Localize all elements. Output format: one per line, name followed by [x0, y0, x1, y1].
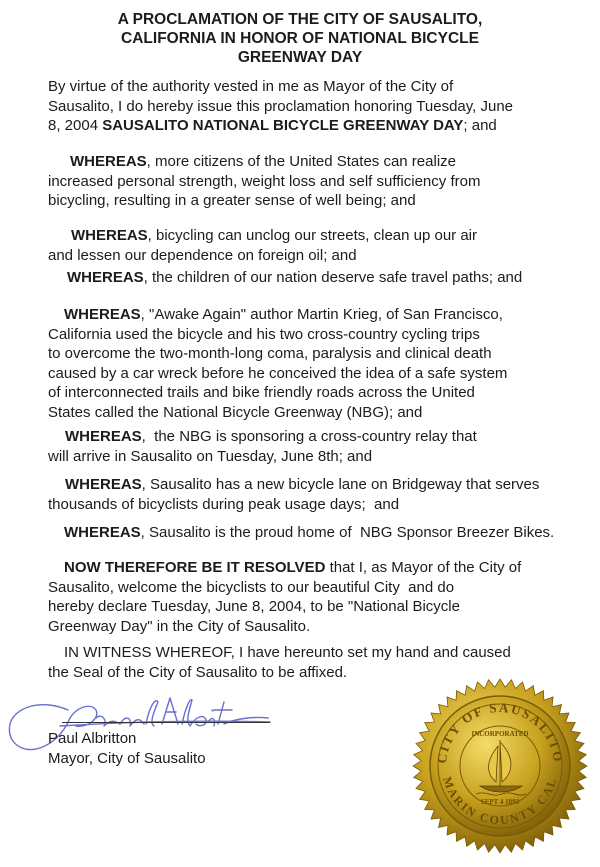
whereas-keyword: WHEREAS: [65, 476, 142, 493]
whereas-paragraph-3: [48, 268, 522, 288]
whereas-text: , more citizens of the United States can realize: [146, 153, 456, 170]
whereas-paragraph-7: [48, 523, 554, 543]
title-line: A PROCLAMATION OF THE CITY OF SAUSALITO,: [117, 11, 483, 28]
title-line: GREENWAY DAY: [237, 49, 363, 66]
whereas-keyword: WHEREAS: [64, 306, 141, 323]
title-line: CALIFORNIA IN HONOR OF NATIONAL BICYCLE: [121, 30, 479, 47]
signatory-role: Mayor, City of Sausalito: [48, 749, 206, 767]
signatory-name: Paul Albritton: [48, 730, 137, 747]
intro-paragraph: [48, 77, 513, 136]
intro-line: ; and: [463, 117, 497, 134]
whereas-text: caused by a car wreck before he conceived the idea of a safe system: [48, 364, 508, 382]
whereas-keyword: WHEREAS: [67, 269, 144, 286]
whereas-text: , bicycling can unclog our streets, clean up our air: [147, 227, 478, 244]
whereas-paragraph-5: [48, 427, 477, 466]
whereas-text: California used the bicycle and his two cross-country cycling trips: [48, 325, 480, 343]
whereas-text: bicycling, resulting in a greater sense of well being; and: [48, 192, 416, 209]
resolved-keyword: NOW THEREFORE BE IT RESOLVED: [64, 559, 326, 576]
seal-bottom-text: MARIN COUNTY CAL: [440, 774, 560, 828]
intro-line: 8, 2004: [48, 117, 103, 134]
whereas-text: to overcome the two-month-long coma, paralysis and clinical death: [48, 345, 492, 362]
whereas-text: of interconnected trails and bike friendly roads across the United: [48, 384, 475, 401]
resolved-text: that I, as Mayor of the City of: [325, 559, 522, 576]
resolved-text: Greenway Day" in the City of Sausalito.: [48, 617, 311, 635]
signatory-block: [48, 729, 206, 768]
whereas-text: and lessen our dependence on foreign oil; and: [48, 246, 357, 264]
resolved-paragraph: [48, 558, 521, 636]
whereas-keyword: WHEREAS: [65, 428, 142, 445]
resolved-text: Sausalito, welcome the bicyclists to our beautiful City and do: [48, 578, 455, 596]
whereas-text: will arrive in Sausalito on Tuesday, June 8th; and: [48, 447, 373, 465]
resolved-text: hereby declare Tuesday, June 8, 2004, to be "National Bicycle: [48, 598, 460, 615]
intro-line: Sausalito, I do hereby issue this proclamation honoring Tuesday, June: [48, 97, 513, 115]
whereas-text: , the children of our nation deserve safe travel paths; and: [143, 269, 523, 286]
whereas-text: , Sausalito is the proud home of NBG Sponsor Breezer Bikes.: [140, 524, 555, 541]
whereas-keyword: WHEREAS: [70, 153, 147, 170]
whereas-text: States called the National Bicycle Greenway (NBG); and: [48, 403, 423, 421]
proclamation-title: [60, 10, 540, 67]
whereas-paragraph-6: [48, 475, 539, 514]
whereas-keyword: WHEREAS: [71, 227, 148, 244]
witness-text: the Seal of the City of Sausalito to be affixed.: [48, 663, 348, 681]
signature-line: [62, 722, 270, 723]
whereas-text: thousands of bicyclists during peak usage days; and: [48, 495, 400, 513]
city-seal: [412, 670, 588, 858]
whereas-text: increased personal strength, weight loss and self sufficiency from: [48, 172, 481, 190]
whereas-paragraph-4: [48, 305, 507, 422]
whereas-text: , "Awake Again" author Martin Krieg, of San Francisco,: [140, 306, 503, 323]
whereas-text: , the NBG is sponsoring a cross-country relay that: [141, 428, 477, 445]
seal-date-text: SEPT 4 1893: [480, 798, 520, 806]
intro-line: By virtue of the authority vested in me as Mayor of the City of: [48, 78, 454, 95]
seal-top-text: CITY OF SAUSALITO: [433, 699, 567, 765]
greenway-day-name: SAUSALITO NATIONAL BICYCLE GREENWAY DAY: [102, 117, 464, 134]
seal-inner-text: INCORPORATED: [471, 730, 529, 738]
whereas-paragraph-1: [48, 152, 480, 211]
witness-text: IN WITNESS WHEREOF, I have hereunto set my hand and caused: [64, 644, 511, 661]
whereas-text: , Sausalito has a new bicycle lane on Bridgeway that serves: [141, 476, 540, 493]
whereas-keyword: WHEREAS: [64, 524, 141, 541]
whereas-paragraph-2: [48, 226, 477, 265]
